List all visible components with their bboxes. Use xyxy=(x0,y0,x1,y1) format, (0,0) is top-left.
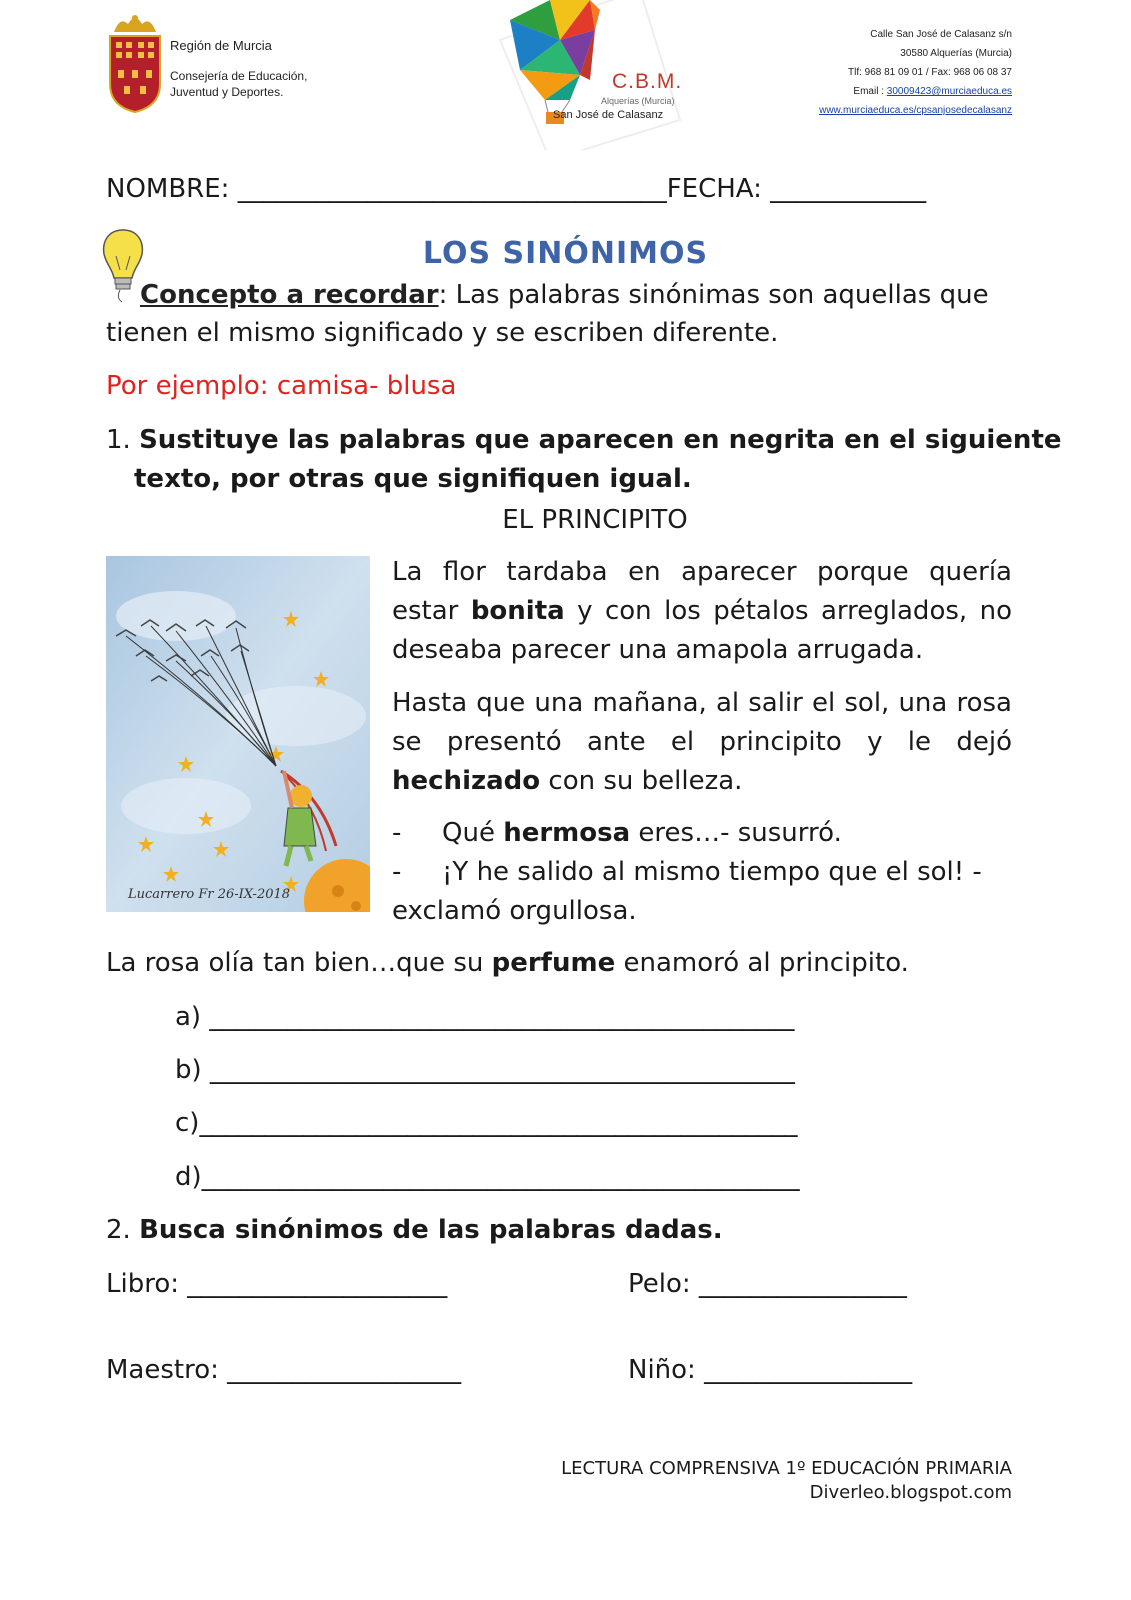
region-department-line-1: Consejería de Educación, xyxy=(170,69,308,83)
website-link[interactable]: www.murciaeduca.es/cpsanjosedecalasanz xyxy=(819,105,1012,116)
story-paragraph-2 xyxy=(392,684,1012,801)
concept-line-2: tienen el mismo significado y se escriben diferente. xyxy=(106,318,779,348)
dialogue-dash-1: - xyxy=(392,818,402,848)
p3-text-b: enamoró al principito. xyxy=(615,948,909,978)
page-title: LOS SINÓNIMOS xyxy=(422,236,709,271)
concept-line-1 xyxy=(140,278,989,312)
p1-bold-word: bonita xyxy=(470,596,565,626)
exercise-2-text: Busca sinónimos de las palabras dadas. xyxy=(139,1215,723,1245)
dialogue-dash-2: - xyxy=(392,857,402,887)
p3-text-a: La rosa olía tan bien…que su xyxy=(106,948,492,978)
exercise-2-heading xyxy=(106,1213,723,1247)
email-line xyxy=(819,82,1012,101)
region-murcia-crest-logo xyxy=(106,10,164,114)
story-title: EL PRINCIPITO xyxy=(502,505,688,535)
concept-text-1: : Las palabras sinónimas son aquellas que xyxy=(438,280,989,310)
dialogue-line-2 xyxy=(392,853,1012,892)
address-line-2: 30580 Alquerías (Murcia) xyxy=(900,48,1012,59)
example-text: Por ejemplo: camisa- blusa xyxy=(106,371,457,401)
dialogue-line-1 xyxy=(392,814,1012,853)
exercise-1-text-1: Sustituye las palabras que aparecen en negrita en el siguiente xyxy=(139,425,1062,455)
p2-text-a: Hasta que una mañana, al salir el sol, una rosa se presentó ante el principito y le dejó xyxy=(392,688,1012,757)
answer-line-d[interactable]: d)______________________________________________ xyxy=(175,1162,800,1192)
answer-line-a[interactable]: a) _____________________________________________ xyxy=(175,1002,795,1032)
email-label: Email : xyxy=(853,86,887,97)
painting-signature: Lucarrero Fr 26-IX-2018 xyxy=(128,887,291,902)
fecha-field[interactable]: FECHA: ____________ xyxy=(666,174,927,204)
d2-text: ¡Y he salido al mismo tiempo que el sol! - xyxy=(442,857,982,887)
p3-bold-word: perfume xyxy=(491,948,616,978)
pelo-field[interactable]: Pelo: ________________ xyxy=(628,1269,907,1299)
exercise-1-text-2: texto, por otras que signifiquen igual. xyxy=(134,464,692,494)
story-paragraph-1 xyxy=(392,553,1012,670)
school-name: San José de Calasanz xyxy=(553,109,664,121)
p1-text-b: y con los pétalos arreglados, no deseaba parecer una amapola arrugada. xyxy=(392,596,1012,665)
exercise-2-number: 2. xyxy=(106,1215,140,1245)
p2-text-b: con su belleza. xyxy=(540,766,743,796)
region-department-line-2: Juventud y Deportes. xyxy=(170,85,284,99)
libro-field[interactable]: Libro: ____________________ xyxy=(106,1269,448,1299)
p1-text-a: La flor tardaba en aparecer porque quería estar xyxy=(392,557,1012,626)
region-department xyxy=(170,68,350,100)
dialogue-line-2-continued: exclamó orgullosa. xyxy=(392,896,637,926)
d1-text-a: Qué xyxy=(442,818,504,848)
phone-fax: Tlf: 968 81 09 01 / Fax: 968 06 08 37 xyxy=(847,67,1012,78)
d1-text-b: eres…- susurró. xyxy=(630,818,842,848)
school-address-block xyxy=(819,25,1012,120)
little-prince-painting xyxy=(106,556,370,912)
school-location: Alquerías (Murcia) xyxy=(601,96,675,106)
email-link[interactable]: 30009423@murciaeduca.es xyxy=(886,86,1012,97)
exercise-1-number: 1. xyxy=(106,425,140,455)
school-abbreviation: C.B.M. xyxy=(612,70,683,93)
p2-bold-word: hechizado xyxy=(392,766,541,796)
nino-field[interactable]: Niño: ________________ xyxy=(628,1355,913,1385)
story-paragraph-3 xyxy=(106,946,909,980)
footer xyxy=(561,1457,1012,1505)
exercise-1-heading-line-1 xyxy=(106,423,1062,457)
answer-line-c[interactable]: c)______________________________________________ xyxy=(175,1108,798,1138)
concept-label: Concepto a recordar xyxy=(140,280,439,310)
nombre-field[interactable]: NOMBRE: _________________________________ xyxy=(106,174,667,204)
d1-bold-word: hermosa xyxy=(503,818,631,848)
name-date-line xyxy=(106,172,926,206)
footer-line-1: LECTURA COMPRENSIVA 1º EDUCACIÓN PRIMARIA xyxy=(561,1458,1012,1479)
address-line-1: Calle San José de Calasanz s/n xyxy=(870,29,1012,40)
maestro-field[interactable]: Maestro: __________________ xyxy=(106,1355,462,1385)
region-name: Región de Murcia xyxy=(170,38,272,53)
footer-blog: Diverleo.blogspot.com xyxy=(809,1482,1012,1503)
answer-line-b[interactable]: b) _____________________________________________ xyxy=(175,1055,795,1085)
